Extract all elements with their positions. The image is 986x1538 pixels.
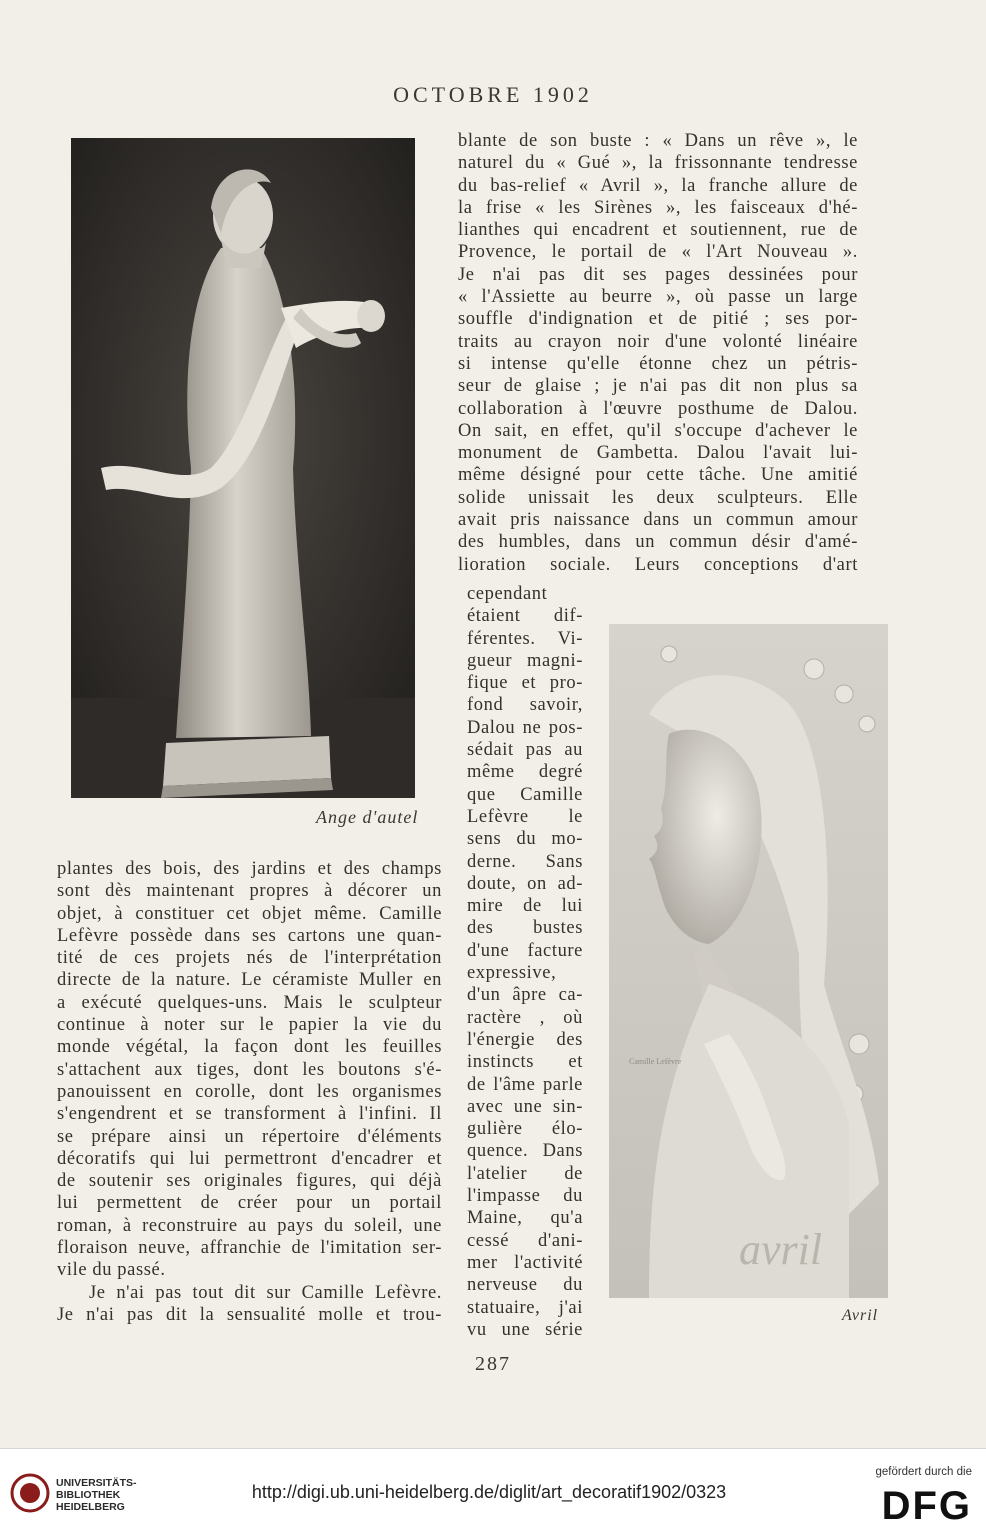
text-line: directe de la nature. Le céramiste Muller en	[57, 970, 442, 991]
text-line: « l'Assiette au beurre », où passe un large	[458, 287, 858, 308]
text-line: monde végétal, la façon dont les feuilles	[57, 1037, 442, 1058]
text-line: seur de glaise ; je n'ai pas dit non plus sa	[458, 376, 858, 397]
text-line: d'un âpre ca-	[467, 985, 583, 1006]
text-line: instincts et	[467, 1052, 583, 1073]
bas-relief-caption: Avril	[842, 1307, 879, 1324]
text-line: floraison neuve, affranchie de l'imitation ser-	[57, 1238, 442, 1259]
text-line: objet, à constituer cet objet même. Camille	[57, 903, 442, 924]
text-line: férentes. Vi-	[467, 628, 583, 649]
text-line: du bas-relief « Avril », la franche allure de	[458, 175, 858, 196]
text-line: vile du passé.	[57, 1260, 166, 1281]
text-line: étaient dif-	[467, 606, 583, 627]
text-line: sédait pas au	[467, 740, 583, 761]
source-url-link[interactable]: http://digi.ub.uni-heidelberg.de/diglit/art_decoratif1902/0323	[251, 1482, 727, 1502]
text-line: même degré	[467, 762, 583, 783]
text-line: naturel du « Gué », la frissonnante tendresse	[458, 153, 858, 174]
text-line: sont dès maintenant propres à décorer un	[57, 881, 442, 902]
text-line: l'atelier de	[467, 1163, 583, 1184]
text-line: tité de ces projets nés de l'interprétation	[57, 948, 442, 969]
text-line: des humbles, dans un commun désir d'amé-	[458, 532, 858, 553]
text-line: ractère , où	[467, 1007, 583, 1028]
text-line: quence. Dans	[467, 1141, 583, 1162]
text-line: Je n'ai pas tout dit sur Camille Lefèvre.	[89, 1282, 442, 1303]
text-line: sens du mo-	[467, 829, 583, 850]
running-title: OCTOBRE 1902	[393, 82, 593, 107]
text-line: Je n'ai pas dit la sensualité molle et trou-	[57, 1304, 442, 1325]
text-line: Provence, le portail de « l'Art Nouveau ».	[458, 242, 858, 263]
bas-relief-photograph	[609, 624, 888, 1298]
dfg-logo: DFG	[881, 1484, 972, 1528]
institution-name: UNIVERSITÄTS- BIBLIOTHEK HEIDELBERG	[56, 1477, 137, 1513]
text-line: gulière élo-	[467, 1119, 583, 1140]
text-line: de l'âme parle	[467, 1074, 583, 1095]
text-line: derne. Sans	[467, 851, 583, 872]
text-line: roman, à reconstruire au pays du soleil, une	[57, 1215, 442, 1236]
text-line: de soutenir ses originales figures, qui déjà	[57, 1171, 442, 1192]
text-line: solide unissait les deux sculpteurs. Elle	[458, 487, 858, 508]
text-line: s'engendrent et se transforment à l'infini. Il	[57, 1104, 442, 1125]
text-line: monument de Gambetta. Dalou l'avait lui-	[458, 443, 858, 464]
text-line: On sait, en effet, qu'il s'occupe d'achever le	[458, 420, 858, 441]
text-line: Dalou ne pos-	[467, 717, 583, 738]
text-column-left-bottom	[57, 858, 442, 1326]
text-column-right-top	[458, 130, 858, 576]
text-line: l'énergie des	[467, 1029, 583, 1050]
text-line: avec une sin-	[467, 1096, 583, 1117]
text-line: doute, on ad-	[467, 873, 583, 894]
text-line: si intense qu'elle étonne chez un pétris-	[458, 353, 858, 374]
text-line: mire de lui	[467, 896, 583, 917]
text-line: panouissent en corolle, dont les organismes	[57, 1081, 442, 1102]
text-line: nerveuse du	[467, 1275, 583, 1296]
text-line: avait pris naissance dans un commun amour	[458, 510, 858, 531]
text-line: traits au crayon noir d'une volonté linéaire	[458, 331, 858, 352]
digitization-footer	[0, 1448, 986, 1538]
text-line: continue à noter sur le papier la vie du	[57, 1015, 442, 1036]
relief-inscription: avril	[739, 1225, 823, 1274]
text-line: se prépare ainsi un répertoire d'éléments	[57, 1126, 442, 1147]
relief-signature: Camille Lefèvre	[629, 1057, 682, 1066]
text-line: expressive,	[467, 963, 557, 984]
statue-caption: Ange d'autel	[316, 807, 419, 827]
text-line: s'attachent aux tiges, dont les boutons s'é-	[57, 1059, 442, 1080]
text-line: lioration sociale. Leurs conceptions d'art	[458, 554, 858, 575]
text-line: souffle d'indignation et de pitié ; ses por-	[458, 309, 858, 330]
text-line: mer l'activité	[467, 1252, 583, 1273]
text-line: fique et pro-	[467, 673, 583, 694]
text-line: Maine, qu'a	[467, 1208, 583, 1229]
text-line: collaboration à l'œuvre posthume de Dalou.	[458, 398, 858, 419]
text-line: cessé d'ani-	[467, 1230, 583, 1251]
text-line: gueur magni-	[467, 650, 583, 671]
text-line: que Camille	[467, 784, 583, 805]
text-line: décoratifs qui lui permettront d'encadrer et	[57, 1148, 442, 1169]
text-line: Lefèvre le	[467, 806, 583, 827]
text-line: Je n'ai pas dit ses pages dessinées pour	[458, 264, 858, 285]
text-line: statuaire, j'ai	[467, 1297, 583, 1318]
page-number: 287	[475, 1353, 511, 1375]
text-line: cependant	[467, 584, 548, 604]
text-line: blante de son buste : « Dans un rêve », le	[458, 131, 858, 151]
statue-photograph	[71, 138, 415, 798]
text-line: d'une facture	[467, 940, 583, 961]
text-line: des bustes	[467, 918, 583, 939]
text-line: lianthes qui encadrent et soutiennent, rue de	[458, 220, 858, 241]
text-line: vu une série	[467, 1319, 583, 1340]
text-line: lui permettent de créer pour un portail	[57, 1193, 442, 1214]
text-line: Lefèvre possède dans ses cartons une quan-	[57, 925, 442, 946]
text-line: plantes des bois, des jardins et des champs	[57, 859, 442, 879]
text-line: fond savoir,	[467, 695, 583, 716]
text-line: l'impasse du	[467, 1186, 583, 1207]
text-line: a exécuté quelques-uns. Mais le sculpteur	[57, 992, 442, 1013]
sponsor-line: gefördert durch die	[875, 1466, 972, 1478]
text-column-right-narrow	[467, 583, 583, 1341]
text-line: même désigné pour cette tâche. Une amitié	[458, 465, 858, 486]
text-line: la frise « les Sirènes », les faisceaux d'hé-	[458, 197, 858, 218]
